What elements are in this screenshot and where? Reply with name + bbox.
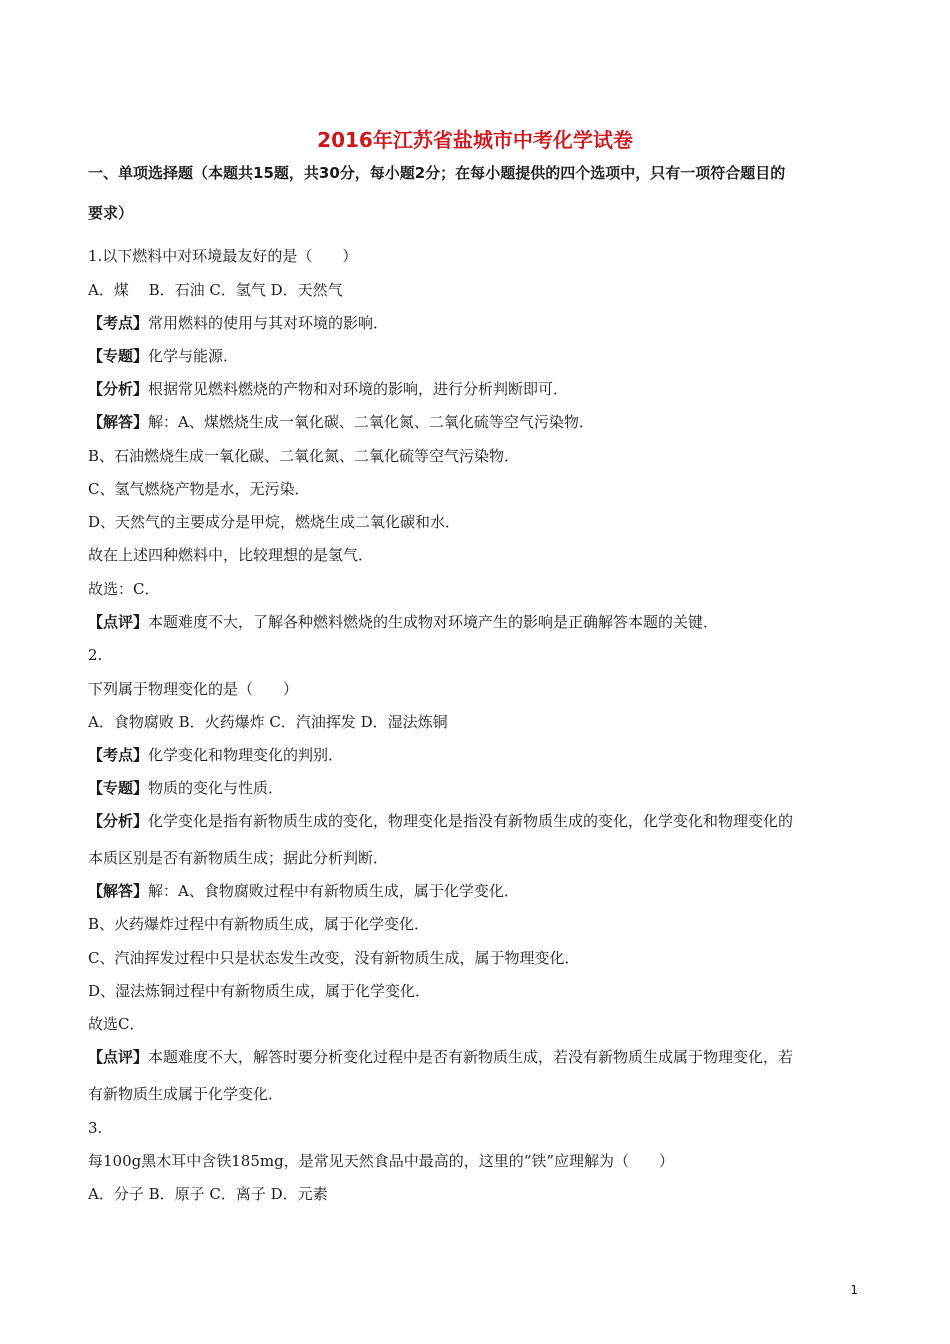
q3-stem: 每100g黑木耳中含铁185mg，是常见天然食品中最高的，这里的“铁”应理解为（ ） — [88, 1152, 675, 1170]
dianping-tag: 【点评】 — [88, 1048, 149, 1066]
q2-options: A．食物腐败 B．火药爆炸 C．汽油挥发 D．湿法炼铜 — [88, 713, 448, 731]
fenxi-tag: 【分析】 — [88, 380, 149, 398]
q1-options: A．煤 B．石油 C．氢气 D．天然气 — [88, 281, 343, 299]
q3-number: 3. — [88, 1119, 103, 1137]
jieda-text: 解：A、煤燃烧生成一氧化碳、二氧化氮、二氧化硫等空气污染物． — [148, 413, 594, 431]
dianping-text: 本题难度不大，了解各种燃料燃烧的生成物对环境产生的影响是正确解答本题的关键． — [148, 613, 719, 631]
q2-number: 2. — [88, 646, 103, 664]
jieda-tag: 【解答】 — [88, 882, 149, 900]
zhuanti-text: 化学与能源． — [148, 347, 239, 365]
kaodian-text: 常用燃料的使用与其对环境的影响． — [148, 314, 389, 332]
q2-fenxi-line-2: 本质区别是否有新物质生成；据此分析判断． — [88, 849, 389, 867]
q1-answer-b: B、石油燃烧生成一氧化碳、二氧化氮、二氧化硫等空气污染物． — [88, 447, 520, 465]
q2-answer-c: C、汽油挥发过程中只是状态发生改变，没有新物质生成，属于物理变化． — [88, 949, 580, 967]
document-title: 2016年江苏省盐城市中考化学试卷 — [317, 128, 633, 152]
zhuanti-tag: 【专题】 — [88, 779, 149, 797]
kaodian-tag: 【考点】 — [88, 746, 149, 764]
q1-answer-c: C、氢气燃烧产物是水，无污染． — [88, 480, 310, 498]
q1-kaodian — [88, 313, 388, 333]
q1-zhuanti — [88, 346, 238, 366]
q1-answer-d: D、天然气的主要成分是甲烷，燃烧生成二氧化碳和水． — [88, 513, 461, 531]
jieda-tag: 【解答】 — [88, 413, 149, 431]
q2-dianping-line-2: 有新物质生成属于化学变化． — [88, 1085, 284, 1103]
q2-answer-b: B、火药爆炸过程中有新物质生成，属于化学变化． — [88, 915, 430, 933]
page-number: 1 — [850, 1283, 858, 1297]
q2-jieda — [88, 881, 519, 901]
q2-kaodian — [88, 745, 343, 765]
zhuanti-text: 物质的变化与性质． — [148, 779, 284, 797]
section-heading-line-1: 一、单项选择题（本题共15题，共30分，每小题2分；在每小题提供的四个选项中，只有一项符合题目的 — [88, 164, 786, 182]
q1-dianping — [88, 612, 718, 632]
q2-dianping-line-1 — [88, 1047, 793, 1067]
dianping-tag: 【点评】 — [88, 613, 149, 631]
fenxi-tag: 【分析】 — [88, 812, 149, 830]
q1-jieda — [88, 412, 594, 432]
dianping-text: 本题难度不大，解答时要分析变化过程中是否有新物质生成，若没有新物质生成属于物理变化，若 — [148, 1048, 794, 1066]
fenxi-text: 根据常见燃料燃烧的产物和对环境的影响，进行分析判断即可． — [148, 380, 569, 398]
q1-choice: 故选：C． — [88, 580, 160, 598]
q3-options: A．分子 B．原子 C．离子 D．元素 — [88, 1185, 328, 1203]
jieda-text: 解：A、食物腐败过程中有新物质生成，属于化学变化． — [148, 882, 519, 900]
q2-answer-d: D、湿法炼铜过程中有新物质生成，属于化学变化． — [88, 982, 431, 1000]
q2-stem: 下列属于物理变化的是（ ） — [88, 680, 299, 698]
q2-fenxi-line-1 — [88, 811, 793, 831]
q2-zhuanti — [88, 778, 283, 798]
kaodian-tag: 【考点】 — [88, 314, 149, 332]
q2-choice: 故选C． — [88, 1015, 145, 1033]
kaodian-text: 化学变化和物理变化的判别． — [148, 746, 344, 764]
fenxi-text: 化学变化是指有新物质生成的变化，物理变化是指没有新物质生成的变化，化学变化和物理变化的 — [148, 812, 794, 830]
section-heading-line-2: 要求） — [88, 204, 134, 222]
q1-stem: 1.以下燃料中对环境最友好的是（ ） — [88, 247, 358, 265]
q1-fenxi — [88, 379, 568, 399]
zhuanti-tag: 【专题】 — [88, 347, 149, 365]
q1-conclusion: 故在上述四种燃料中，比较理想的是氢气． — [88, 546, 374, 564]
